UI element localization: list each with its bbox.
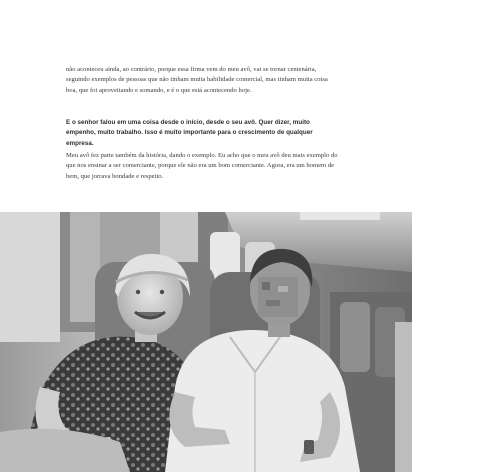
- interviewer-question: E o senhor falou em uma coisa desde o início, desde o seu avô. Quer dizer, muito empenho, muito trabalho. Isso é muito importante para o crescimento de qualquer empresa.: [66, 119, 313, 147]
- photo-couple-on-bus: [0, 212, 412, 472]
- paragraph-1: não aconteceu ainda, ao contrário, porque essa firma vem do meu avô, vai se tornar centenária, seguindo exemplos de pessoas que não tinham muita habilidade comercial, mas tinham muita coisa boa, que foi aproveitando e somando, e é o que está acontecendo hoje.: [66, 66, 328, 94]
- paragraph-2: Meu avô fez parte também da história, dando o exemplo. Eu acho que o meu avô deu mais exemplo do que nos ensinar a ser comerciante, porque ele não era um bom comerciante. Agora, era um homem de bem, que jorrava bondade e respeito.: [66, 152, 338, 180]
